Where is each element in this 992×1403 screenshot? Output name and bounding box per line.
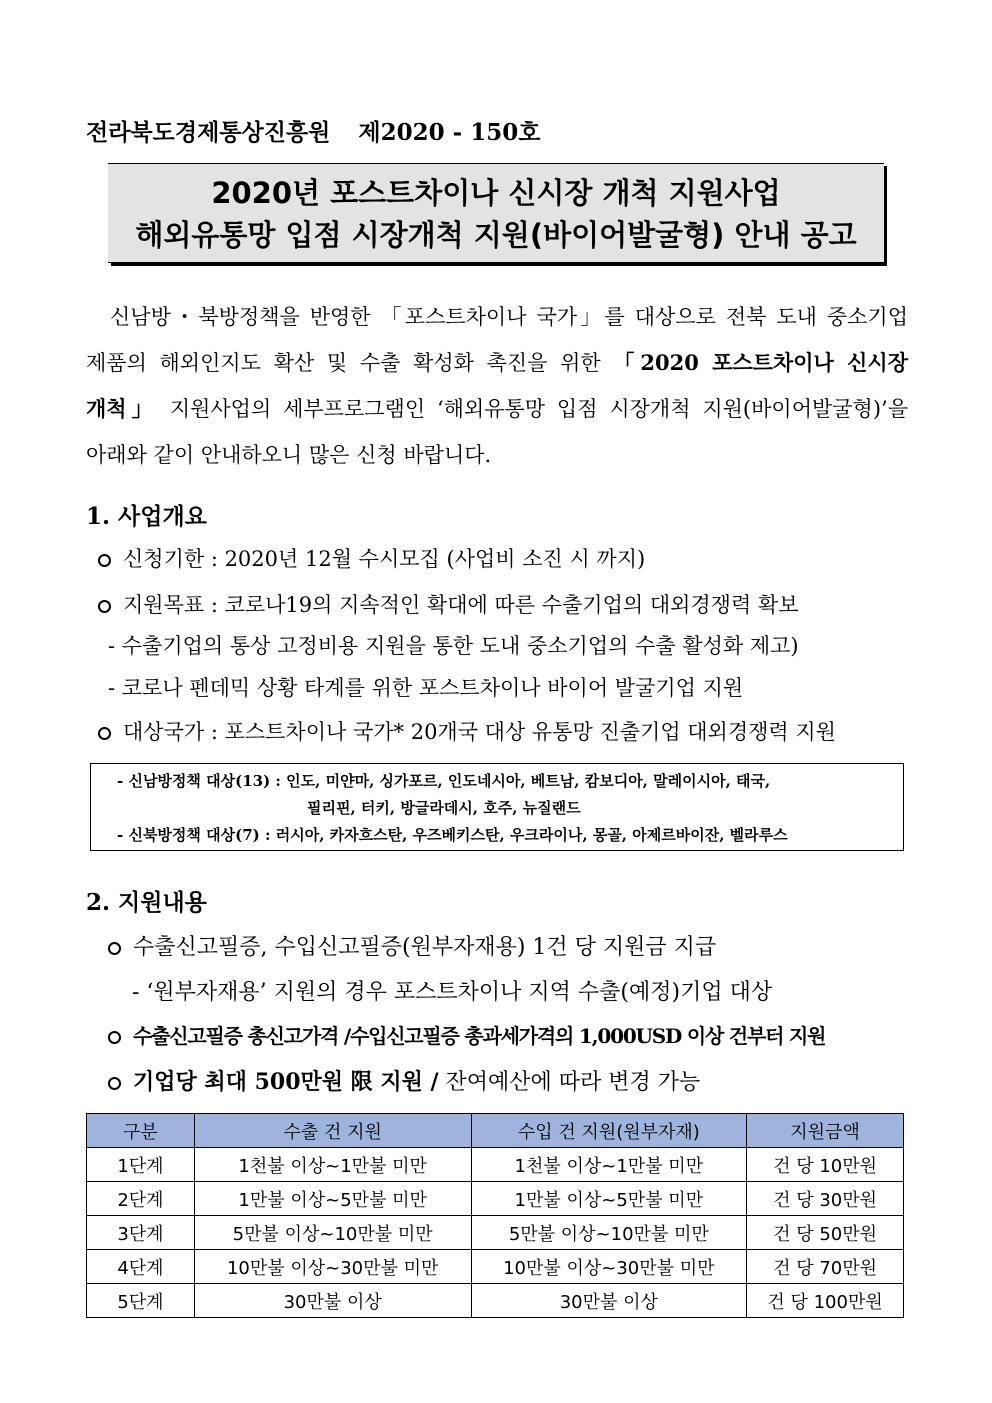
table-cell: 5만불 이상~10만불 미만	[194, 1216, 471, 1250]
intro-line-3	[86, 393, 908, 423]
support-item-1-sub: - ‘원부자재용’ 지원의 경우 포스트차이나 지역 수출(예정)기업 대상	[132, 980, 773, 1005]
table-cell: 1만불 이상~5만불 미만	[194, 1182, 471, 1216]
goal-text: 지원목표 : 코로나19의 지속적인 확대에 따른 수출기업의 대외경쟁력 확보	[123, 593, 799, 617]
table-cell: 4단계	[87, 1250, 195, 1284]
title-line-1: 2020년 포스트차이나 신시장 개척 지원사업	[211, 176, 781, 210]
table-header: 구분	[87, 1114, 195, 1148]
support-item-3-text: 잔여예산에 따라 변경 가능	[438, 1070, 701, 1095]
document-number: 제2020 - 150호	[358, 119, 541, 146]
table-row	[87, 1250, 904, 1284]
north-policy-label: - 신북방정책 대상(7) :	[117, 826, 271, 844]
goal-sub-1: - 수출기업의 통상 고정비용 지원을 통한 도내 중소기업의 수출 활성화 제고)	[108, 634, 799, 658]
title-line-2: 해외유통망 입점 시장개척 지원(바이어발굴형) 안내 공고	[135, 218, 857, 252]
table-header: 지원금액	[747, 1114, 904, 1148]
support-item-1	[108, 930, 716, 961]
intro-program-name-end: 개척」	[86, 396, 158, 421]
bullet-circle-icon	[98, 600, 111, 613]
table-cell: 5단계	[87, 1284, 195, 1318]
north-policy-countries: 러시아, 카자흐스탄, 우즈베키스탄, 우크라이나, 몽골, 아제르바이잔, 벨라루스	[275, 826, 788, 844]
table-row	[87, 1148, 904, 1182]
south-policy-countries-cont: 필리핀, 터키, 방글라데시, 호주, 뉴질랜드	[307, 799, 581, 817]
intro-line-4: 아래와 같이 안내하오니 많은 신청 바랍니다.	[86, 443, 492, 467]
support-item-3-bold: 기업당 최대 500만원 限 지원 /	[133, 1069, 439, 1095]
target-item	[98, 716, 836, 746]
table-cell: 건 당 70만원	[747, 1250, 904, 1284]
support-item-1-text: 수출신고필증, 수입신고필증(원부자재용) 1건 당 지원금 지급	[133, 935, 717, 960]
document-header	[86, 114, 540, 147]
table-cell: 건 당 100만원	[747, 1284, 904, 1318]
intro-line-2	[86, 347, 908, 377]
country-list-box	[90, 763, 904, 851]
table-cell: 5만불 이상~10만불 미만	[471, 1216, 747, 1250]
bullet-circle-icon	[108, 1031, 121, 1044]
support-item-2	[108, 1020, 825, 1049]
table-cell: 1단계	[87, 1148, 195, 1182]
table-cell: 30만불 이상	[471, 1284, 747, 1318]
table-cell: 3단계	[87, 1216, 195, 1250]
table-header-row	[87, 1114, 904, 1148]
deadline-item	[98, 543, 645, 573]
table-cell: 2단계	[87, 1182, 195, 1216]
title-box	[108, 163, 884, 263]
table-cell: 건 당 30만원	[747, 1182, 904, 1216]
table-row	[87, 1182, 904, 1216]
table-row	[87, 1284, 904, 1318]
section-2-heading: 2. 지원내용	[86, 889, 207, 916]
table-header: 수입 건 지원(원부자재)	[471, 1114, 747, 1148]
table-cell: 1천불 이상~1만불 미만	[194, 1148, 471, 1182]
table-header: 수출 건 지원	[194, 1114, 471, 1148]
table-cell: 건 당 50만원	[747, 1216, 904, 1250]
south-policy-label: - 신남방정책 대상(13) :	[117, 772, 281, 790]
table-cell: 10만불 이상~30만불 미만	[471, 1250, 747, 1284]
support-item-3	[108, 1065, 700, 1096]
intro-line-3-text: 지원사업의 세부프로그램인 ‘해외유통망 입점 시장개척 지원(바이어발굴형)’을	[169, 397, 908, 421]
bullet-circle-icon	[108, 1077, 121, 1090]
table-cell: 건 당 10만원	[747, 1148, 904, 1182]
table-cell: 10만불 이상~30만불 미만	[194, 1250, 471, 1284]
target-text: 대상국가 : 포스트차이나 국가* 20개국 대상 유통망 진출기업 대외경쟁력 지원	[123, 720, 836, 744]
section-1-heading: 1. 사업개요	[86, 503, 207, 530]
org-name: 전라북도경제통상진흥원	[86, 119, 331, 146]
south-policy-row	[117, 770, 770, 791]
south-policy-countries: 인도, 미얀마, 싱가포르, 인도네시아, 베트남, 캄보디아, 말레이시아, 태국,	[286, 772, 771, 790]
intro-line-1: 신남방・북방정책을 반영한 「포스트차이나 국가」를 대상으로 전북 도내 중소기업	[110, 305, 908, 329]
bullet-circle-icon	[98, 727, 111, 740]
table-cell: 1만불 이상~5만불 미만	[471, 1182, 747, 1216]
table-row	[87, 1216, 904, 1250]
goal-item	[98, 589, 799, 619]
support-item-2-text: 수출신고필증 총신고가격 /수입신고필증 총과세가격의 1,000USD 이상 건부터 지원	[133, 1024, 826, 1048]
intro-program-name: 「2020 포스트차이나 신시장	[613, 350, 908, 375]
table-cell: 30만불 이상	[194, 1284, 471, 1318]
intro-line-2-text: 제품의 해외인지도 확산 및 수출 확성화 촉진을 위한	[86, 351, 614, 375]
bullet-circle-icon	[108, 942, 121, 955]
goal-sub-2: - 코로나 펜데믹 상황 타계를 위한 포스트차이나 바이어 발굴기업 지원	[108, 676, 744, 700]
support-amount-table	[86, 1113, 904, 1318]
table-cell: 1천불 이상~1만불 미만	[471, 1148, 747, 1182]
north-policy-row	[117, 824, 788, 845]
bullet-circle-icon	[98, 554, 111, 567]
deadline-text: 신청기한 : 2020년 12월 수시모집 (사업비 소진 시 까지)	[123, 547, 646, 571]
